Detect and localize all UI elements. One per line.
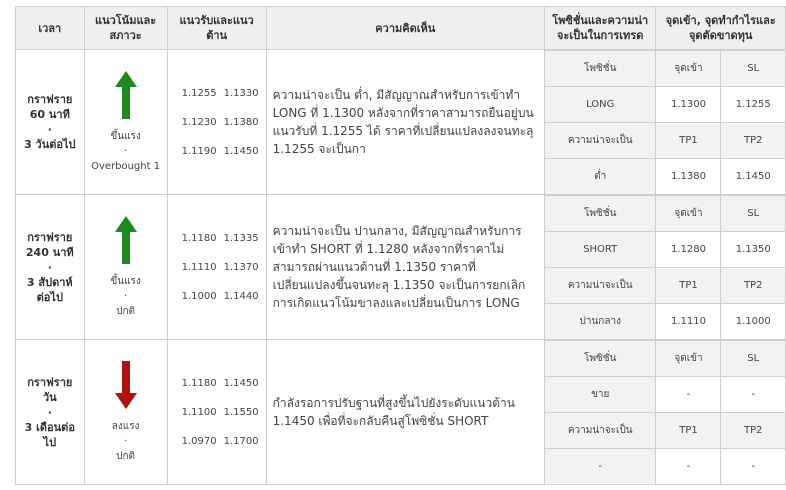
- trend-label: ปกติ: [116, 305, 136, 317]
- header-entry-tp-sl: จุดเข้า, จุดทำกำไรและ จุดตัดขาดทุน: [656, 7, 786, 50]
- trend-label: ปกติ: [116, 450, 136, 462]
- trade-grid-value: 1.1255: [721, 87, 785, 123]
- support-level: 1.1110: [181, 261, 217, 273]
- header-comment: ความคิดเห็น: [266, 7, 544, 50]
- timeframe-cell: [16, 50, 85, 195]
- trend-cell: [84, 50, 167, 195]
- header-time: เวลา: [16, 7, 85, 50]
- support-level: 1.1100: [181, 406, 217, 418]
- trend-label: ขึ้นแรง: [110, 130, 141, 142]
- support-resistance-cell: [167, 50, 266, 195]
- resistance-level: 1.1700: [223, 435, 259, 447]
- trade-grid-value: ความน่าจะเป็น: [545, 123, 656, 159]
- support-level: 1.1255: [181, 87, 217, 99]
- trade-grid-cell: [544, 340, 785, 485]
- trade-grid-value: จุดเข้า: [656, 51, 721, 87]
- resistance-level: 1.1450: [223, 377, 259, 389]
- trade-grid-cell: [544, 195, 785, 340]
- trend-label: ·: [124, 290, 128, 302]
- timeframe-label: ·: [47, 405, 52, 419]
- trade-grid-row: [545, 449, 785, 485]
- trade-grid-value: ต่ำ: [545, 159, 656, 195]
- resistance-level: 1.1330: [223, 87, 259, 99]
- trade-grid-value: TP2: [721, 123, 785, 159]
- trade-grid-row: [545, 304, 785, 340]
- trade-grid-value: TP1: [656, 413, 721, 449]
- forecast-table: [15, 6, 786, 485]
- timeframe-label: 3 วันต่อไป: [24, 138, 76, 151]
- trade-grid: [545, 195, 785, 339]
- support-level: 1.1190: [181, 145, 217, 157]
- trade-grid-value: TP2: [721, 268, 785, 304]
- trend-label: Overbought 1: [91, 160, 161, 172]
- trade-grid-row: [545, 413, 785, 449]
- timeframe-label: ไป: [43, 435, 57, 449]
- comment-cell: กำลังรอการปรับฐานที่สูงขึ้นไปยังระดับแนวต้าน 1.1450 เพื่อที่จะกลับคืนสู่โพซิชั่น SHORT: [266, 340, 544, 485]
- timeframe-row: [16, 340, 786, 485]
- trade-grid-value: -: [656, 449, 721, 485]
- trend-label: ลงแรง: [111, 420, 140, 432]
- trade-grid-row: [545, 51, 785, 87]
- timeframe-label: กราฟราย: [27, 375, 73, 389]
- trade-grid-value: โพซิชั่น: [545, 196, 656, 232]
- timeframe-label: กราฟราย: [27, 93, 73, 106]
- resistance-level: 1.1335: [223, 232, 259, 244]
- timeframe-label: 3 เดือนต่อ: [24, 420, 75, 434]
- trade-grid-value: 1.1450: [721, 159, 785, 195]
- trade-grid-cell: [544, 50, 785, 195]
- resistance-level: 1.1450: [223, 145, 259, 157]
- header-support-resistance: แนวรับและแนว ต้าน: [167, 7, 266, 50]
- trade-grid-value: TP2: [721, 413, 785, 449]
- header-row: [16, 7, 786, 50]
- timeframe-label: 240 นาที: [25, 245, 74, 259]
- support-resistance-pair: [182, 378, 266, 389]
- timeframe-label: ·: [47, 260, 52, 274]
- header-position: โพซิชั่นและความน่า จะเป็นในการเทรด: [544, 7, 655, 50]
- support-resistance-pair: [182, 88, 266, 99]
- timeframe-cell: [16, 340, 85, 485]
- comment-cell: ความน่าจะเป็น ปานกลาง, มีสัญญาณสำหรับการเข้าทำ SHORT ที่ 1.1280 หลังจากที่ราคาไม่สามารถผ่านแนวต้านที่ 1.1350 ราคาที่เปลี่ยนแปลงขึ้นจนทะลุ 1.1350 จะเป็นการยกเลิกการเกิดแนวโน้มขาลงและเปลี่ยนเป็นการ LONG: [266, 195, 544, 340]
- trade-grid-value: 1.1000: [721, 304, 785, 340]
- trade-grid-value: ความน่าจะเป็น: [545, 413, 656, 449]
- trade-grid-value: 1.1380: [656, 159, 721, 195]
- support-resistance-pair: [182, 117, 266, 128]
- trade-grid-value: โพซิชั่น: [545, 51, 656, 87]
- trend-cell: [84, 340, 167, 485]
- support-resistance-pair: [182, 233, 266, 244]
- trend-label: ·: [124, 435, 128, 447]
- trend-cell: [84, 195, 167, 340]
- timeframe-row: [16, 195, 786, 340]
- trade-grid-value: จุดเข้า: [656, 196, 721, 232]
- green-up-arrow-icon: [85, 216, 167, 264]
- trend-label: ขึ้นแรง: [110, 275, 141, 287]
- resistance-level: 1.1380: [223, 116, 259, 128]
- trade-grid-value: -: [721, 449, 785, 485]
- timeframe-row: [16, 50, 786, 195]
- support-resistance-pair: [182, 262, 266, 273]
- support-resistance-pair: [182, 146, 266, 157]
- trade-grid-row: [545, 123, 785, 159]
- resistance-level: 1.1370: [223, 261, 259, 273]
- trade-grid-value: 1.1110: [656, 304, 721, 340]
- trade-grid-value: 1.1350: [721, 232, 785, 268]
- support-level: 1.1230: [181, 116, 217, 128]
- timeframe-label: วัน: [42, 390, 57, 404]
- support-level: 1.0970: [181, 435, 217, 447]
- trade-grid-row: [545, 196, 785, 232]
- trade-grid-value: ปานกลาง: [545, 304, 656, 340]
- green-up-arrow-icon: [85, 71, 167, 119]
- trade-grid-value: จุดเข้า: [656, 341, 721, 377]
- trade-grid-value: SL: [721, 51, 785, 87]
- trade-grid-row: [545, 341, 785, 377]
- trade-grid-row: [545, 87, 785, 123]
- trade-grid-value: SL: [721, 341, 785, 377]
- timeframe-cell: [16, 195, 85, 340]
- trade-grid-value: -: [721, 377, 785, 413]
- trade-grid-value: -: [656, 377, 721, 413]
- trade-grid-value: ขาย: [545, 377, 656, 413]
- timeframe-label: กราฟราย: [27, 230, 73, 244]
- timeframe-label: ·: [47, 123, 52, 136]
- red-down-arrow-icon: [85, 361, 167, 409]
- comment-cell: ความน่าจะเป็น ต่ำ, มีสัญญาณสำหรับการเข้าทำ LONG ที่ 1.1300 หลังจากที่ราคาสามารถยืนอยู่บนแนวรับที่ 1.1255 ได้ ราคาที่เปลี่ยนแปลงลงจนทะลุ 1.1255 จะเป็นกา: [266, 50, 544, 195]
- trade-grid-value: 1.1280: [656, 232, 721, 268]
- support-level: 1.1180: [181, 232, 217, 244]
- support-resistance-pair: [182, 436, 266, 447]
- trade-grid-value: -: [545, 449, 656, 485]
- support-level: 1.1180: [181, 377, 217, 389]
- trade-grid-value: 1.1300: [656, 87, 721, 123]
- resistance-level: 1.1550: [223, 406, 259, 418]
- trade-grid-value: TP1: [656, 268, 721, 304]
- timeframe-label: ต่อไป: [36, 290, 63, 304]
- trade-grid-value: SHORT: [545, 232, 656, 268]
- trade-grid: [545, 50, 785, 194]
- timeframe-label: 60 นาที: [29, 108, 70, 121]
- trade-grid-value: LONG: [545, 87, 656, 123]
- trade-grid-row: [545, 159, 785, 195]
- support-resistance-cell: [167, 195, 266, 340]
- resistance-level: 1.1440: [223, 290, 259, 302]
- trade-grid-value: SL: [721, 196, 785, 232]
- support-resistance-pair: [182, 291, 266, 302]
- timeframe-label: 3 สัปดาห์: [26, 275, 73, 289]
- trend-label: ·: [124, 145, 128, 157]
- trade-grid-value: ความน่าจะเป็น: [545, 268, 656, 304]
- trade-grid-row: [545, 377, 785, 413]
- support-resistance-cell: [167, 340, 266, 485]
- support-level: 1.1000: [181, 290, 217, 302]
- trade-grid-row: [545, 268, 785, 304]
- trade-grid: [545, 340, 785, 484]
- support-resistance-pair: [182, 407, 266, 418]
- header-trend: แนวโน้มและ สภาวะ: [84, 7, 167, 50]
- trade-grid-row: [545, 232, 785, 268]
- trade-grid-value: TP1: [656, 123, 721, 159]
- trade-grid-value: โพซิชั่น: [545, 341, 656, 377]
